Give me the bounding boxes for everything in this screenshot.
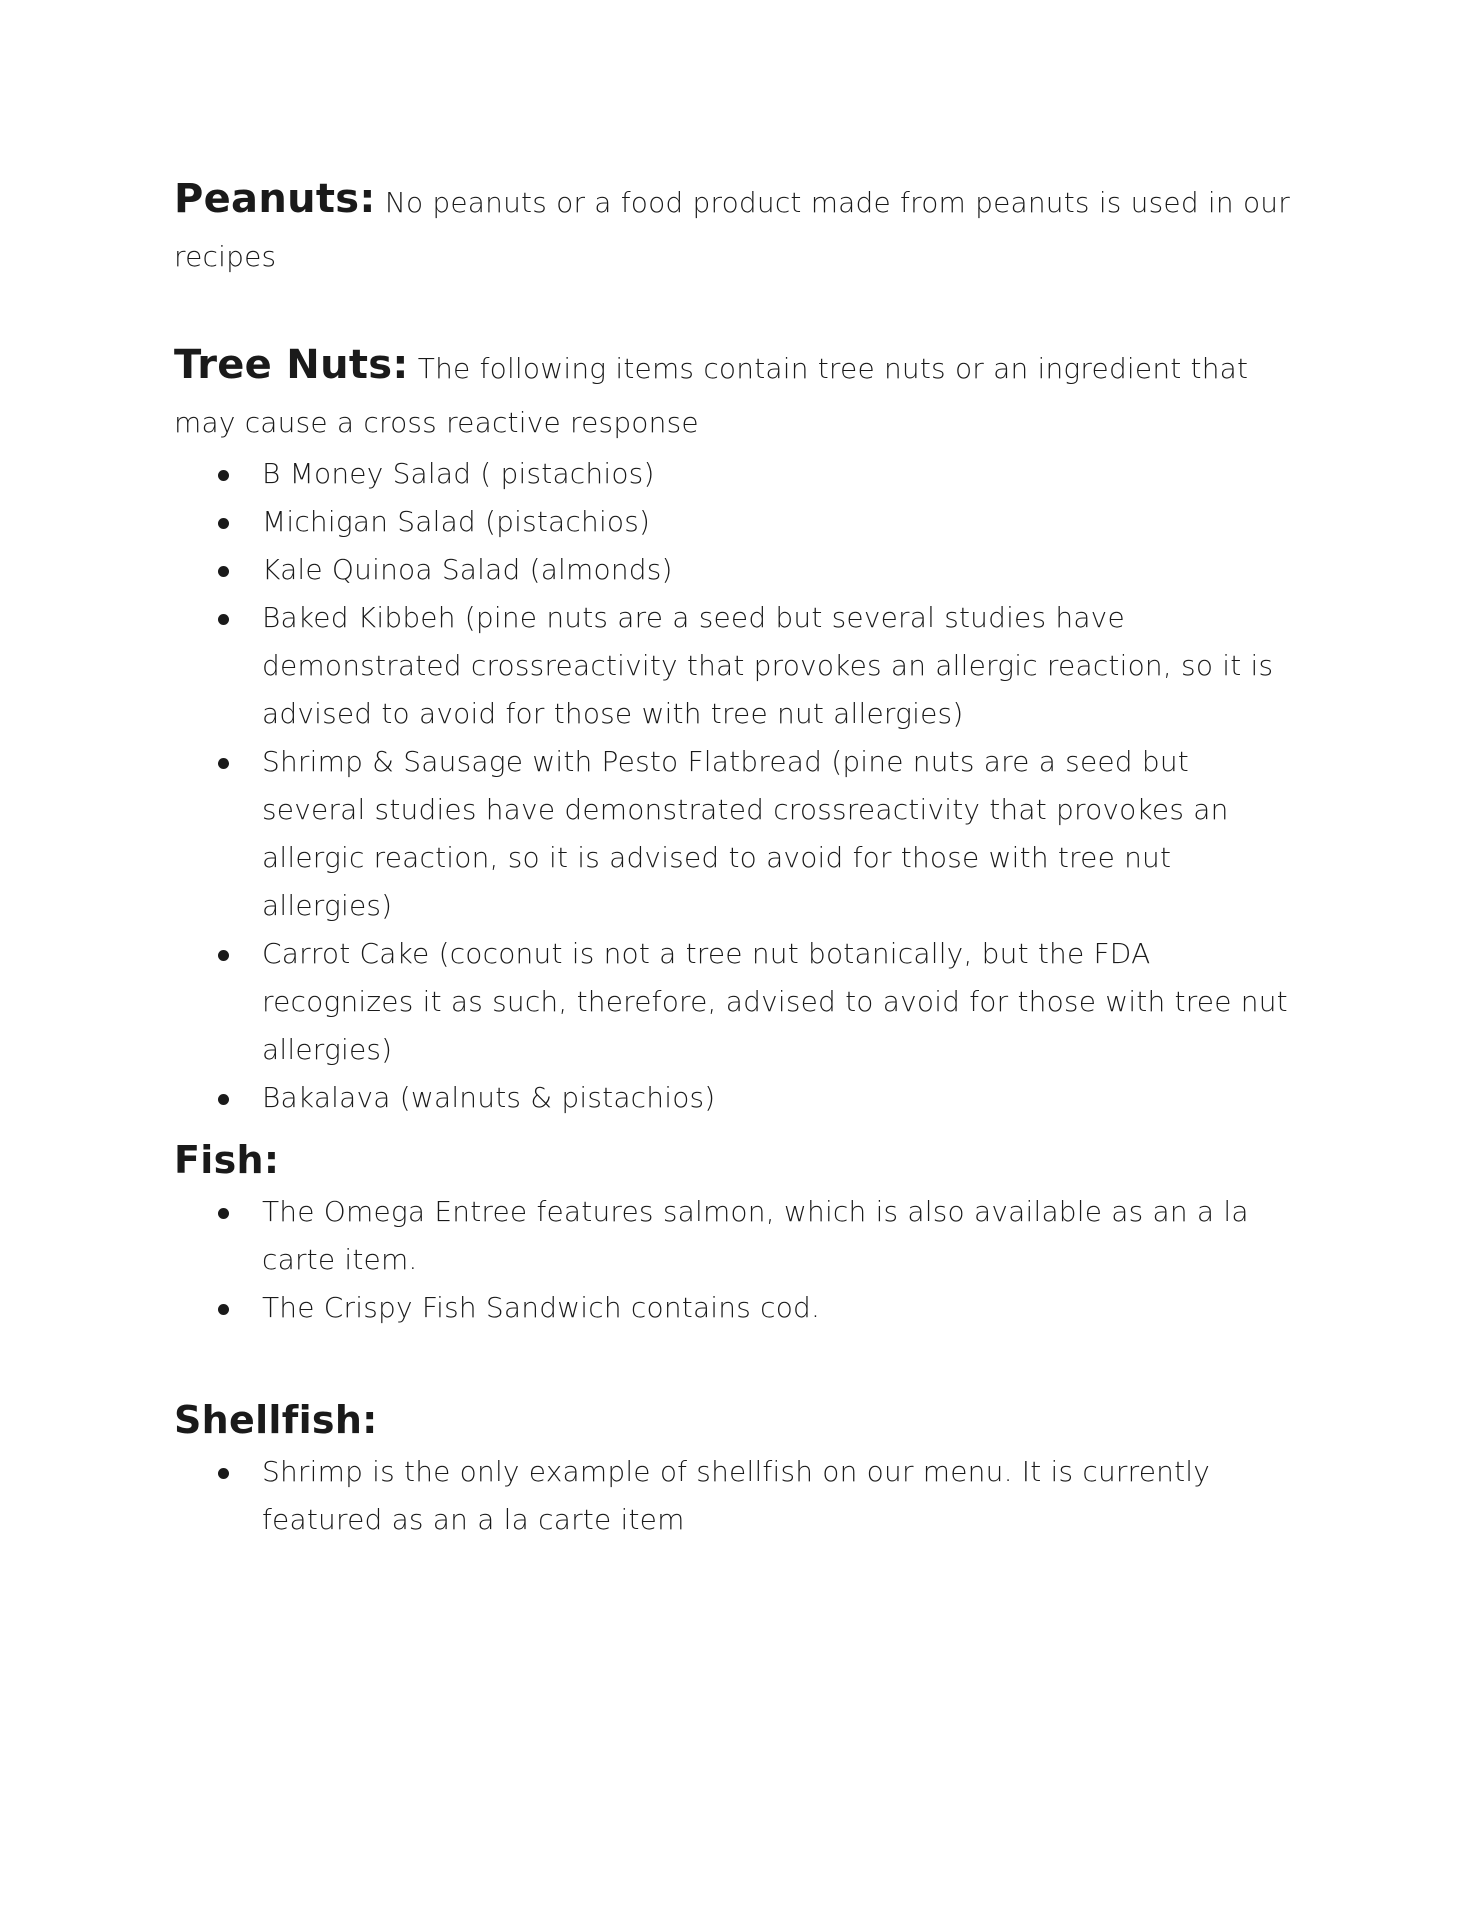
bullet-icon [218,566,229,577]
list-item [174,546,1294,594]
bullet-icon [218,518,229,529]
peanuts-heading: Peanuts: [174,176,376,222]
tree-nuts-section [174,338,1294,1122]
tree-nuts-heading: Tree Nuts: [174,342,409,388]
fish-list [174,1188,1294,1332]
bullet-icon [218,1208,229,1219]
bullet-icon [218,470,229,481]
list-item [174,450,1294,498]
list-item [174,1074,1294,1122]
bullet-icon [218,1468,229,1479]
list-item [174,498,1294,546]
fish-heading: Fish: [174,1138,280,1182]
list-item-text: Baked Kibbeh (pine nuts are a seed but several studies have demonstrated crossreactivity that provokes an allergic reaction, so it is advised to avoid for those with tree nut allergies) [262,601,1274,730]
list-item [174,594,1294,738]
bullet-icon [218,950,229,961]
tree-nuts-list [174,450,1294,1122]
list-item-text: Shrimp & Sausage with Pesto Flatbread (pine nuts are a seed but several studies have demonstrated crossreactivity that provokes an allergic reaction, so it is advised to avoid for those with tree nut allergies) [262,745,1229,922]
peanuts-paragraph [174,172,1294,284]
list-item-text: Carrot Cake (coconut is not a tree nut botanically, but the FDA recognizes it as such, therefore, advised to avoid for those with tree nut allergies) [262,937,1288,1066]
list-item [174,1284,1294,1332]
list-item-text: Michigan Salad (pistachios) [262,505,651,538]
list-item [174,1448,1294,1544]
bullet-icon [218,758,229,769]
shellfish-heading: Shellfish: [174,1398,378,1442]
list-item [174,930,1294,1074]
shellfish-list [174,1448,1294,1544]
list-item-text: Kale Quinoa Salad (almonds) [262,553,673,586]
list-item-text: The Crispy Fish Sandwich contains cod. [262,1291,821,1324]
tree-nuts-paragraph [174,338,1294,450]
list-item-text: The Omega Entree features salmon, which is also available as an a la carte item. [262,1195,1249,1276]
bullet-icon [218,1304,229,1315]
list-item [174,1188,1294,1284]
shellfish-section [174,1392,1294,1544]
bullet-icon [218,614,229,625]
list-item-text: Bakalava (walnuts & pistachios) [262,1081,716,1114]
tree-nuts-text: The following items contain tree nuts or an ingredient that may cause a cross reactive response [174,352,1249,439]
list-item [174,738,1294,930]
peanuts-text: No peanuts or a food product made from peanuts is used in our recipes [174,186,1290,273]
bullet-icon [218,1094,229,1105]
list-item-text: Shrimp is the only example of shellfish on our menu. It is currently featured as an a la carte item [262,1455,1211,1536]
peanuts-section [174,172,1294,284]
fish-section [174,1132,1294,1332]
list-item-text: B Money Salad ( pistachios) [262,457,655,490]
